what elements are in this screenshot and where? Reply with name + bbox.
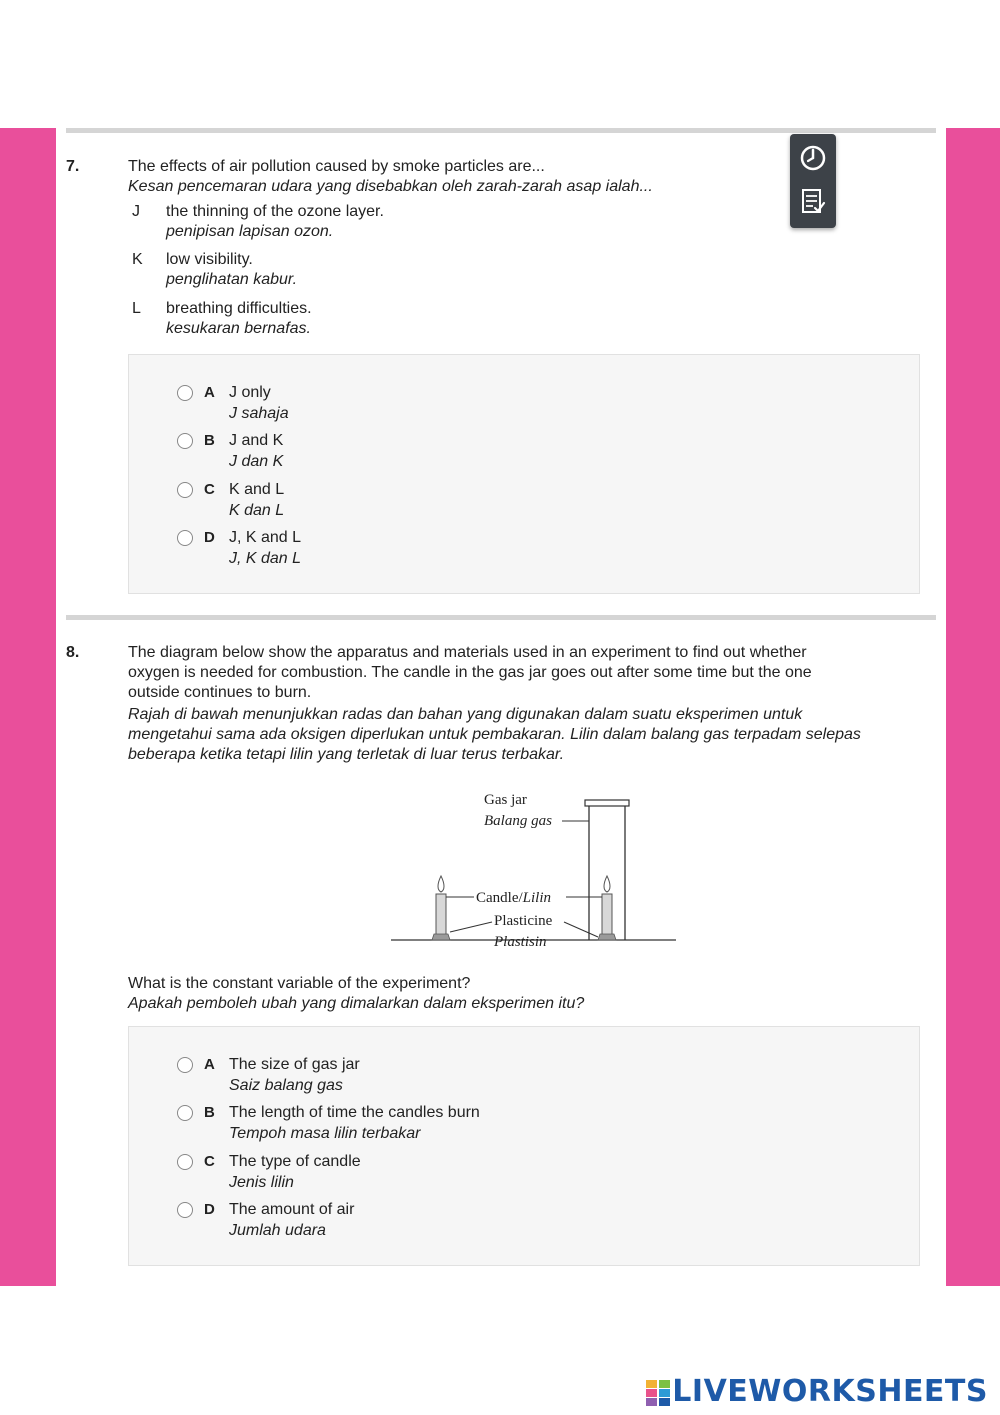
checklist-icon (794, 182, 832, 222)
leader-line-plasticine-left (450, 922, 492, 932)
option-b[interactable] (177, 431, 877, 473)
radio-button[interactable] (177, 1202, 193, 1218)
worksheet-page (56, 128, 946, 1286)
statement-text (166, 202, 566, 242)
question-7-options (128, 354, 920, 594)
option-text-en: J and K (229, 432, 284, 449)
option-b[interactable] (177, 1103, 877, 1145)
statement-letter: K (132, 251, 143, 268)
question-8-prompt-en: What is the constant variable of the experiment? (128, 975, 471, 992)
option-letter: D (204, 529, 215, 546)
radio-button[interactable] (177, 530, 193, 546)
statement-j (56, 202, 656, 246)
option-text-ms: Jumlah udara (229, 1222, 326, 1239)
option-text-ms: K dan L (229, 502, 285, 519)
option-text-en: K and L (229, 481, 285, 498)
brand-name: LIVEWORKSHEETS (672, 1374, 988, 1409)
question-8-prompt-ms: Apakah pemboleh ubah yang dimalarkan dalam eksperimen itu? (128, 995, 585, 1012)
experiment-diagram (386, 790, 686, 960)
option-d[interactable] (177, 528, 877, 570)
tool-panel (790, 134, 836, 228)
option-text-en: The size of gas jar (229, 1056, 360, 1073)
radio-button[interactable] (177, 1105, 193, 1121)
option-text-ms: J dan K (229, 453, 284, 470)
flame-inside (604, 876, 610, 892)
option-text-en: The length of time the candles burn (229, 1104, 480, 1121)
option-c[interactable] (177, 480, 877, 522)
option-d[interactable] (177, 1200, 877, 1242)
label-candle-ms: Lilin (522, 890, 552, 906)
statement-letter: J (132, 203, 140, 220)
question-8-text-ms-line: mengetahui sama ada oksigen diperlukan untuk pembakaran. Lilin dalam balang gas terpadam selepas (128, 726, 861, 743)
option-text-ms: J, K dan L (229, 550, 302, 567)
radio-button[interactable] (177, 1057, 193, 1073)
flame-outside (438, 876, 444, 892)
question-7-text (128, 157, 653, 197)
question-8-text-ms-line: Rajah di bawah menunjukkan radas dan bahan yang digunakan dalam suatu eksperimen untuk (128, 706, 803, 723)
timer-button[interactable] (794, 138, 832, 178)
label-plasticine: Plasticine (494, 913, 553, 929)
option-letter: B (204, 1104, 215, 1121)
option-a[interactable] (177, 1055, 877, 1097)
question-8-prompt (128, 974, 584, 1014)
liveworksheets-logo-icon (646, 1380, 670, 1406)
left-pink-border (0, 128, 56, 1286)
candle-inside (602, 894, 612, 938)
option-text-ms: J sahaja (229, 405, 289, 422)
statement-ms: kesukaran bernafas. (166, 320, 311, 337)
question-7-text-en: The effects of air pollution caused by smoke particles are... (128, 158, 545, 175)
divider-top (66, 128, 936, 133)
statement-ms: penglihatan kabur. (166, 271, 298, 288)
question-8-text-en-line: The diagram below show the apparatus and materials used in an experiment to find out whether (128, 644, 807, 661)
option-text-ms: Tempoh masa lilin terbakar (229, 1125, 421, 1142)
label-candle-en: Candle/ (476, 890, 523, 906)
radio-button[interactable] (177, 385, 193, 401)
question-8-number: 8. (66, 644, 80, 661)
question-7-number: 7. (66, 158, 80, 175)
option-letter: C (204, 481, 215, 498)
timer-icon (794, 138, 832, 178)
check-answers-button[interactable] (794, 182, 832, 222)
candle-outside (436, 894, 446, 938)
option-letter: B (204, 432, 215, 449)
statement-text (166, 299, 566, 339)
question-8-options (128, 1026, 920, 1266)
option-text-ms: Saiz balang gas (229, 1077, 343, 1094)
question-8-text-en-line: oxygen is needed for combustion. The candle in the gas jar goes out after some time but the one (128, 664, 812, 681)
option-text-en: The amount of air (229, 1201, 355, 1218)
option-letter: D (204, 1201, 215, 1218)
label-balang-gas: Balang gas (484, 813, 552, 829)
statement-en: low visibility. (166, 251, 253, 268)
statement-en: the thinning of the ozone layer. (166, 203, 384, 220)
statement-k (56, 250, 656, 294)
option-letter: C (204, 1153, 215, 1170)
statement-l (56, 299, 656, 343)
right-pink-border (944, 128, 1000, 1286)
liveworksheets-brand[interactable] (646, 1374, 988, 1409)
statement-text (166, 250, 566, 290)
question-8-text-en-line: outside continues to burn. (128, 684, 312, 701)
label-gas-jar: Gas jar (484, 792, 527, 808)
question-8-text-ms-line: beberapa ketika tetapi lilin yang terletak di luar terus terbakar. (128, 746, 565, 763)
radio-button[interactable] (177, 1154, 193, 1170)
option-text-en: J only (229, 384, 271, 401)
option-c[interactable] (177, 1152, 877, 1194)
question-7-text-ms: Kesan pencemaran udara yang disebabkan oleh zarah-zarah asap ialah... (128, 178, 653, 195)
option-a[interactable] (177, 383, 877, 425)
option-letter: A (204, 384, 215, 401)
plasticine-outside (432, 934, 450, 940)
gas-jar-lid (585, 800, 629, 806)
divider-middle (66, 615, 936, 620)
option-text-ms: Jenis lilin (229, 1174, 294, 1191)
radio-button[interactable] (177, 482, 193, 498)
option-letter: A (204, 1056, 215, 1073)
plasticine-inside (598, 934, 616, 940)
option-text-en: The type of candle (229, 1153, 361, 1170)
leader-line-plasticine-right (564, 922, 598, 937)
question-8-text (128, 643, 928, 765)
label-plastisin: Plastisin (494, 934, 547, 950)
statement-ms: penipisan lapisan ozon. (166, 223, 334, 240)
option-text-en: J, K and L (229, 529, 302, 546)
statement-letter: L (132, 300, 141, 317)
label-candle (476, 890, 551, 906)
radio-button[interactable] (177, 433, 193, 449)
statement-en: breathing difficulties. (166, 300, 312, 317)
